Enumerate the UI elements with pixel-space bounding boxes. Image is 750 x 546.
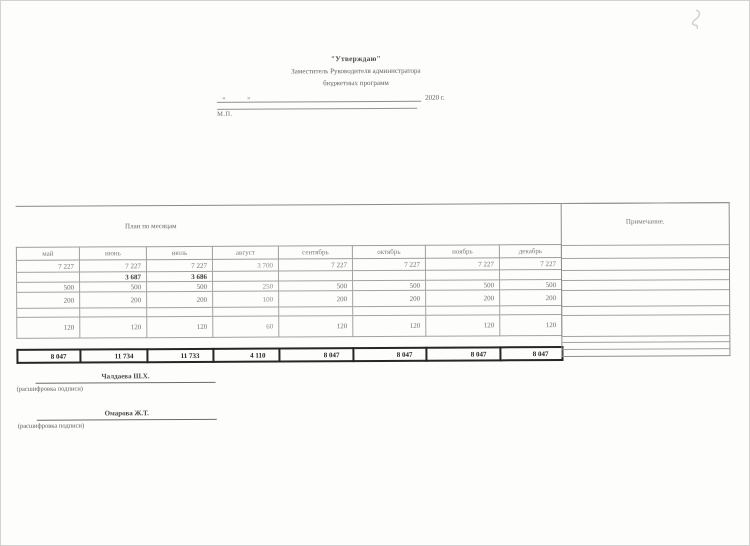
approval-block (180, 53, 532, 88)
note-line (562, 257, 729, 259)
note-line (562, 314, 729, 316)
plan-cell: 500 (17, 282, 80, 292)
plan-cell (17, 308, 80, 317)
note-line (562, 305, 729, 307)
month-header-cell: август (212, 246, 278, 259)
plan-cell: 120 (80, 317, 147, 338)
plan-cell: 200 (426, 290, 500, 306)
plan-cell (353, 306, 426, 315)
total-cell: 11 733 (147, 349, 213, 362)
month-header-cell: ноябрь (425, 245, 499, 258)
total-cell: 8 047 (17, 350, 80, 363)
plan-cell: 200 (80, 292, 147, 308)
plan-cell: 200 (500, 290, 562, 306)
note-line (562, 348, 729, 350)
plan-cell: 120 (353, 315, 426, 336)
plan-cell: 7 227 (499, 258, 561, 270)
plan-cell: 500 (353, 280, 426, 290)
plan-cell: 120 (500, 315, 562, 336)
month-header-cell: июль (146, 246, 212, 259)
total-cell: 8 047 (426, 347, 500, 360)
plan-cell: 7 227 (352, 258, 425, 270)
signature-name-2: Омарова Ж.Т. (37, 409, 217, 421)
date-quote-close: » (247, 94, 251, 102)
plan-cell: 500 (279, 281, 353, 291)
note-line (562, 269, 729, 271)
note-header: Примечание. (625, 217, 665, 226)
plan-cell (352, 270, 425, 280)
note-panel (561, 202, 731, 357)
plan-cell: 250 (213, 281, 279, 291)
plan-cell (426, 306, 500, 315)
date-quote-open: « (222, 94, 226, 102)
plan-row (17, 315, 562, 339)
plan-cell: 7 227 (146, 259, 212, 271)
approval-title: "Утверждаю" (330, 53, 381, 64)
plan-cell (425, 270, 499, 280)
note-line (562, 279, 729, 281)
plan-cell: 500 (80, 282, 147, 292)
plan-cell: 500 (426, 280, 500, 290)
note-line (562, 341, 729, 343)
plan-table (16, 244, 562, 339)
plan-cell (278, 271, 352, 281)
total-cell: 11 734 (80, 349, 147, 362)
plan-cell: 3 700 (212, 259, 278, 271)
month-header-cell: сентябрь (278, 246, 352, 259)
note-line (562, 335, 729, 337)
signature-name-1: Чалдаева Ш.Х. (36, 372, 216, 384)
plan-group-header: План по месяцам (125, 222, 177, 231)
plan-cell: 200 (147, 291, 213, 307)
month-header-cell: октябрь (352, 245, 425, 258)
plan-cell (80, 308, 147, 317)
plan-cell (147, 307, 213, 316)
plan-cell (17, 272, 80, 282)
plan-cell: 7 227 (79, 260, 146, 272)
plan-cell: 3 687 (80, 272, 147, 282)
month-header-cell: июнь (79, 247, 146, 260)
date-year-label: 2020 г. (425, 93, 445, 102)
note-line (562, 289, 729, 291)
signature-rule-line (217, 100, 417, 110)
plan-cell: 500 (147, 281, 213, 291)
totals-row (17, 347, 562, 363)
plan-cell: 100 (213, 291, 279, 307)
plan-cell: 200 (353, 290, 426, 306)
plan-cell (213, 307, 279, 316)
signature-caption-1: (расшифровка подписи) (16, 385, 83, 393)
total-cell: 4 110 (213, 349, 279, 362)
approval-line-2: бюджетных программ (323, 78, 389, 88)
plan-cell: 3 686 (147, 271, 213, 281)
plan-cell (499, 270, 561, 280)
plan-cell (500, 306, 562, 315)
plan-cell: 200 (17, 292, 80, 308)
signature-caption-2: (расшифровка подписи) (17, 422, 85, 430)
plan-cell: 120 (17, 317, 80, 338)
total-cell: 8 047 (279, 348, 353, 361)
plan-cell: 120 (279, 316, 353, 337)
approval-line-1: Заместитель Руководителя администратора (291, 66, 421, 76)
plan-cell: 120 (426, 315, 500, 336)
plan-cell: 7 227 (278, 259, 352, 271)
seal-mark-label: М.П. (217, 110, 233, 118)
plan-cell: 7 227 (16, 260, 79, 272)
month-header-cell: май (16, 247, 79, 260)
handwritten-mark (686, 7, 704, 33)
plan-cell (212, 271, 278, 281)
total-cell: 8 047 (353, 348, 426, 361)
plan-cell: 500 (500, 280, 562, 290)
plan-cell: 120 (147, 316, 213, 337)
month-header-cell: декабрь (499, 245, 561, 258)
totals-table (16, 346, 563, 364)
note-line (562, 244, 729, 246)
plan-cell: 200 (279, 291, 353, 307)
total-cell: 8 047 (500, 347, 562, 360)
plan-cell (279, 307, 353, 316)
plan-cell: 7 227 (425, 258, 499, 270)
plan-cell: 60 (213, 316, 279, 337)
